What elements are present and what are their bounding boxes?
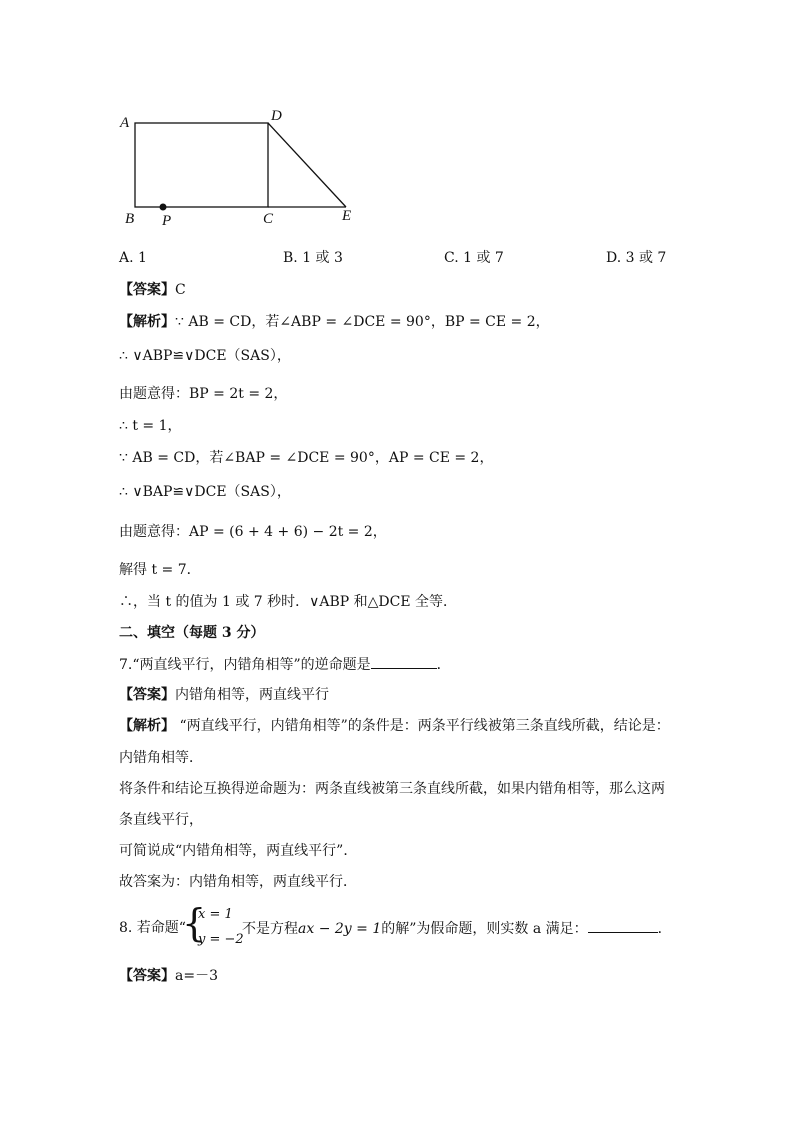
q8-system-line-2: y = −2 (198, 932, 244, 947)
q6-analysis-line-3: 由题意得：BP = 2t = 2， (119, 386, 288, 402)
q8-rest (242, 918, 672, 939)
point-p (160, 204, 167, 211)
q7-stem-end: ． (436, 657, 451, 673)
q6-answer (119, 280, 186, 300)
q8-suffix: 的解”为假命题，则实数 a 满足： (381, 921, 588, 937)
q7-analysis-line-3: 将条件和结论互换得逆命题为：两条直线被第三条直线所截，如果内错角相等，那么这两 (119, 781, 665, 797)
q7-analysis-line-1 (119, 716, 670, 736)
q7-analysis-line-4: 条直线平行， (119, 812, 203, 828)
option-d: D. 3 或 7 (606, 250, 667, 266)
geometry-figure (110, 100, 370, 235)
segment-de (268, 123, 346, 207)
analysis-tag: 【解析】 (119, 314, 175, 330)
label-e: E (342, 208, 352, 224)
q8-blank (588, 918, 658, 933)
label-p: P (162, 213, 172, 229)
analysis-text: “两直线平行，内错角相等”的条件是：两条平行线被第三条直线所截，结论是： (175, 718, 670, 734)
answer-tag: 【答案】 (119, 687, 175, 703)
answer-value: 内错角相等，两直线平行 (175, 687, 329, 703)
q6-analysis-line-7: 由题意得：AP = (6 + 4 + 6) − 2t = 2， (119, 524, 387, 540)
q8-end: ． (657, 921, 672, 937)
q7-stem-text: 7.“两直线平行，内错角相等”的逆命题是 (119, 657, 371, 673)
section-title: 二、填空（每题 3 分） (119, 625, 265, 641)
q8-system-line-1: x = 1 (198, 907, 233, 922)
answer-tag: 【答案】 (119, 282, 175, 298)
q7-stem (119, 654, 451, 675)
q6-analysis-line-9: ∴，当 t 的值为 1 或 7 秒时．∨ABP 和△DCE 全等． (119, 594, 458, 610)
option-a: A. 1 (119, 250, 147, 266)
label-a: A (120, 115, 130, 131)
q6-analysis-line-4: ∴ t = 1， (119, 418, 182, 434)
rectangle-abcd (135, 123, 268, 207)
q8-answer (119, 966, 218, 986)
label-b: B (125, 211, 135, 227)
q7-analysis-line-6: 故答案为：内错角相等，两直线平行． (119, 874, 357, 890)
q6-analysis-line-1 (119, 312, 550, 332)
label-c: C (263, 211, 274, 227)
q7-analysis-line-5: 可简说成“内错角相等，两直线平行”． (119, 843, 358, 859)
q7-analysis-line-2: 内错角相等． (119, 750, 203, 766)
q7-answer (119, 685, 329, 705)
analysis-text: ∵ AB = CD，若∠ABP = ∠DCE = 90°，BP = CE = 2， (175, 314, 550, 330)
option-b: B. 1 或 3 (283, 250, 343, 266)
q6-analysis-line-6: ∴ ∨BAP≌∨DCE（SAS）， (119, 484, 291, 500)
q8-middle: 不是方程 (242, 921, 298, 937)
q7-blank (371, 654, 437, 669)
answer-value: a=－3 (175, 968, 218, 984)
q6-analysis-line-8: 解得 t = 7． (119, 562, 201, 578)
analysis-tag: 【解析】 (119, 718, 175, 734)
answer-tag: 【答案】 (119, 968, 175, 984)
option-c: C. 1 或 7 (444, 250, 504, 266)
q8-equation: ax − 2y = 1 (298, 921, 382, 937)
q8-prefix: 8. 若命题“ (119, 920, 186, 936)
q6-analysis-line-5: ∵ AB = CD，若∠BAP = ∠DCE = 90°，AP = CE = 2， (119, 450, 494, 466)
q6-analysis-line-2: ∴ ∨ABP≌∨DCE（SAS）， (119, 348, 291, 364)
figure-svg (110, 100, 370, 235)
answer-value: C (175, 282, 186, 298)
label-d: D (271, 108, 282, 124)
system-brace: { (182, 901, 207, 945)
